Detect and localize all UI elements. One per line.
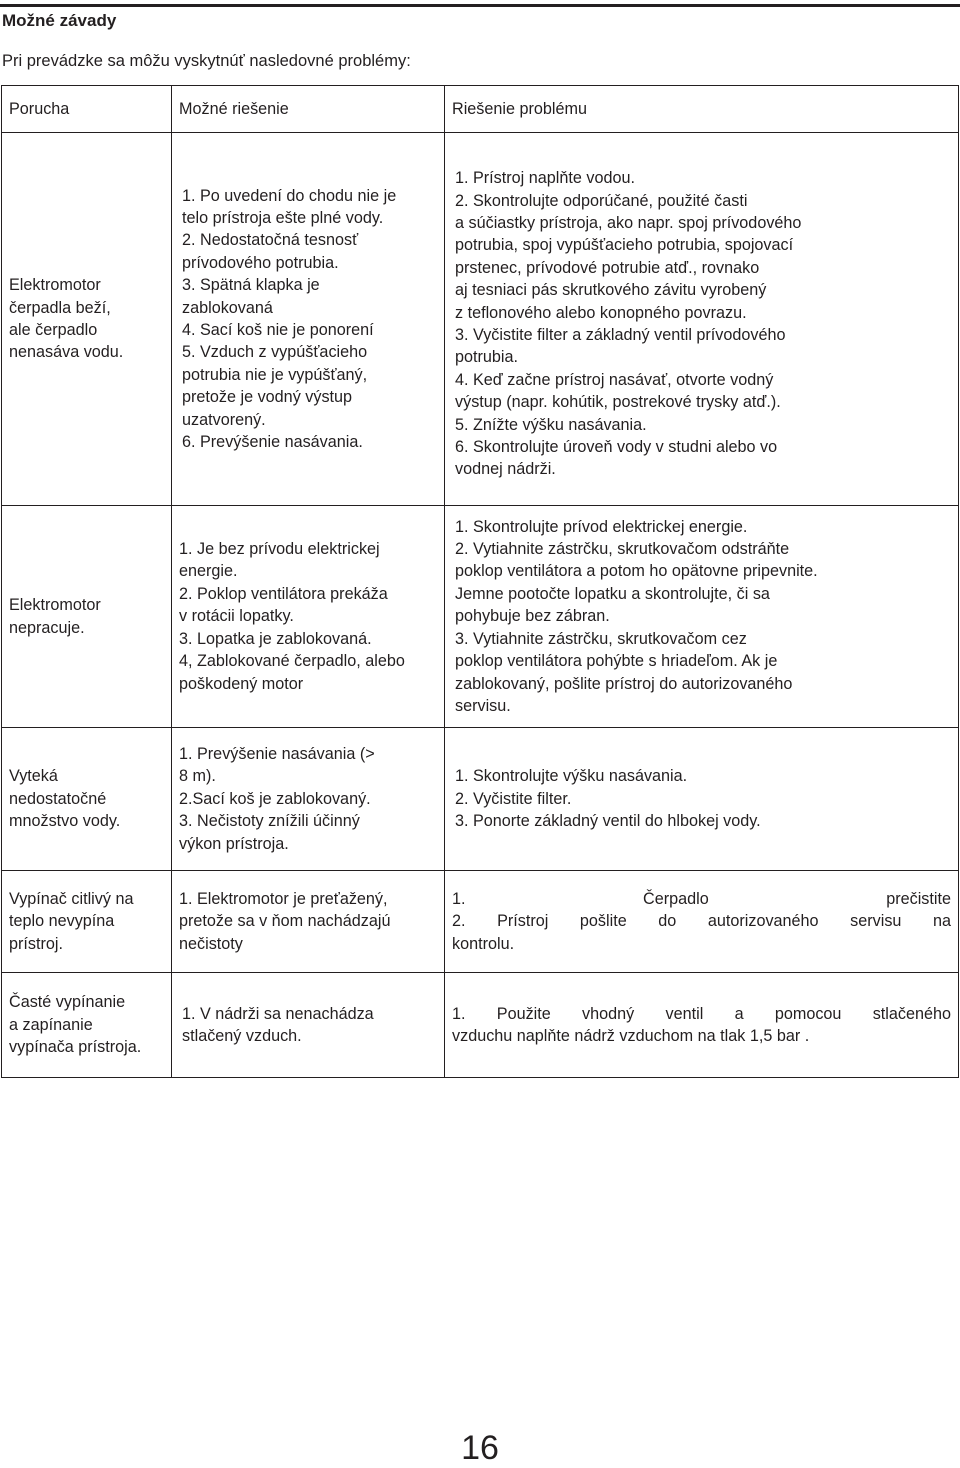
cause-line: poškodený motor xyxy=(179,674,304,693)
solution-line: prstenec, prívodové potrubie atď., rovnako xyxy=(455,258,760,277)
cause-line: 3. Lopatka je zablokovaná. xyxy=(179,629,372,648)
cause-cell xyxy=(172,133,445,506)
cause-line: v rotácii lopatky. xyxy=(179,607,294,626)
solution-line: potrubia, spoj vypúšťacieho potrubia, spojovací xyxy=(455,236,794,255)
fault-line: Elektromotor xyxy=(9,276,101,295)
solution-line: 3. Vytiahnite zástrčku, skrutkovačom cez xyxy=(455,629,747,648)
solution-line: 2. Prístroj pošlite do autorizovaného servisu na xyxy=(452,912,951,931)
cause-line: prívodového potrubia. xyxy=(182,253,339,272)
solution-line: 2. Vytiahnite zástrčku, skrutkovačom odstráňte xyxy=(455,540,790,559)
fault-cell xyxy=(2,133,172,506)
solution-line: 1. Použite vhodný ventil a pomocou stlačeného xyxy=(452,1004,951,1023)
cause-line: 3. Nečistoty znížili účinný xyxy=(179,812,360,831)
intro-text: Pri prevádzke sa môžu vyskytnúť nasledovné problémy: xyxy=(2,52,411,70)
cause-cell xyxy=(172,871,445,973)
solution-line: 1. Prístroj naplňte vodou. xyxy=(455,169,635,188)
solution-line: výstup (napr. kohútik, postrekové trysky atď.). xyxy=(455,393,781,412)
solution-line: 2. Skontrolujte odporúčané, použité časti xyxy=(455,191,748,210)
cause-line: 1. Elektromotor je preťažený, xyxy=(179,889,388,908)
solution-line: z teflonového alebo konopného povrazu. xyxy=(455,303,747,322)
fault-line: teplo nevypína xyxy=(9,912,115,931)
cause-line: energie. xyxy=(179,562,238,581)
solution-cell xyxy=(445,506,959,728)
table-row xyxy=(2,728,959,871)
cause-line: 6. Prevýšenie nasávania. xyxy=(182,433,363,452)
fault-cell xyxy=(2,506,172,728)
solution-line: aj tesniaci pás skrutkového závitu vyrobený xyxy=(455,281,767,300)
cause-line: pretože je vodný výstup xyxy=(182,388,353,407)
cause-line: 4, Zablokované čerpadlo, alebo xyxy=(179,652,405,671)
solution-line: 1. Čerpadlo prečistite xyxy=(452,889,951,908)
cause-line: potrubia nie je vypúšťaný, xyxy=(182,365,368,384)
solution-line: 1. Skontrolujte prívod elektrickej energie. xyxy=(455,517,748,536)
cause-line: stlačený vzduch. xyxy=(182,1027,302,1045)
troubleshooting-table xyxy=(1,85,959,1078)
cause-line: 4. Sací koš nie je ponorení xyxy=(182,321,374,339)
table-row xyxy=(2,973,959,1078)
cause-line: 1. Prevýšenie nasávania (> xyxy=(179,744,375,763)
solution-cell xyxy=(445,133,959,506)
fault-line: ale čerpadlo xyxy=(9,321,98,339)
fault-line: Časté vypínanie xyxy=(9,993,126,1012)
solution-line: pohybuje bez zábran. xyxy=(455,607,610,626)
table-row xyxy=(2,871,959,973)
cause-line: nečistoty xyxy=(179,934,243,953)
cause-line: 8 m). xyxy=(179,767,216,786)
fault-line: nenasáva vodu. xyxy=(9,343,124,362)
cause-line: zablokovaná xyxy=(182,298,273,317)
header-fault: Porucha xyxy=(2,86,172,133)
fault-line: Vypínač citlivý na xyxy=(9,889,134,908)
solution-line: Jemne pootočte lopatku a skontrolujte, či sa xyxy=(455,584,770,603)
solution-line: 1. Skontrolujte výšku nasávania. xyxy=(455,767,688,786)
header-solution: Riešenie problému xyxy=(445,86,959,133)
fault-line: nepracuje. xyxy=(9,618,85,637)
solution-line: 5. Znížte výšku nasávania. xyxy=(455,415,647,434)
cause-line: 2.Sací koš je zablokovaný. xyxy=(179,789,371,808)
fault-line: nedostatočné xyxy=(9,789,107,808)
fault-line: Elektromotor xyxy=(9,596,101,615)
fault-cell xyxy=(2,728,172,871)
table-header-row xyxy=(2,86,959,133)
table-row xyxy=(2,506,959,728)
fault-line: Vyteká xyxy=(9,767,58,786)
fault-cell xyxy=(2,973,172,1078)
top-rule xyxy=(0,4,960,7)
solution-cell xyxy=(445,728,959,871)
solution-line: zablokovaný, pošlite prístroj do autorizovaného xyxy=(455,674,793,693)
fault-line: množstvo vody. xyxy=(9,812,121,831)
solution-cell xyxy=(445,973,959,1078)
fault-line: prístroj. xyxy=(9,934,63,953)
solution-line: 3. Ponorte základný ventil do hlbokej vody. xyxy=(455,812,761,831)
solution-line: a súčiastky prístroja, ako napr. spoj prívodového xyxy=(455,213,802,232)
cause-line: pretože sa v ňom nachádzajú xyxy=(179,912,391,931)
header-cause: Možné riešenie xyxy=(172,86,445,133)
solution-line: poklop ventilátora pohýbte s hriadeľom. Ak je xyxy=(455,652,778,671)
cause-line: 1. V nádrži sa nenachádza xyxy=(182,1004,374,1023)
cause-cell xyxy=(172,973,445,1078)
solution-cell xyxy=(445,871,959,973)
cause-cell xyxy=(172,728,445,871)
cause-line: 2. Nedostatočná tesnosť xyxy=(182,231,359,250)
cause-line: 3. Spätná klapka je xyxy=(182,276,320,295)
cause-line: výkon prístroja. xyxy=(179,834,289,853)
solution-line: poklop ventilátora a potom ho opätovne pripevnite. xyxy=(455,562,818,581)
table-row xyxy=(2,133,959,506)
solution-line: vodnej nádrži. xyxy=(455,460,556,479)
fault-line: a zapínanie xyxy=(9,1015,93,1034)
solution-line: 2. Vyčistite filter. xyxy=(455,789,572,808)
page-number: 16 xyxy=(461,1429,499,1467)
fault-cell xyxy=(2,871,172,973)
solution-line: potrubia. xyxy=(455,348,518,367)
cause-line: telo prístroja ešte plné vody. xyxy=(182,208,384,227)
solution-line: 6. Skontrolujte úroveň vody v studni alebo vo xyxy=(455,438,778,457)
cause-line: 1. Po uvedení do chodu nie je xyxy=(182,186,397,205)
fault-line: vypínača prístroja. xyxy=(9,1038,142,1057)
section-title: Možné závady xyxy=(2,11,117,30)
cause-line: uzatvorený. xyxy=(182,410,266,429)
cause-cell xyxy=(172,506,445,728)
solution-line: 4. Keď začne prístroj nasávať, otvorte vodný xyxy=(455,370,774,389)
cause-line: 2. Poklop ventilátora prekáža xyxy=(179,584,388,603)
solution-line: servisu. xyxy=(455,696,511,715)
solution-line: kontrolu. xyxy=(452,934,515,953)
fault-line: čerpadla beží, xyxy=(9,298,111,317)
solution-line: vzduchu naplňte nádrž vzduchom na tlak 1,5 bar . xyxy=(452,1027,810,1045)
cause-line: 1. Je bez prívodu elektrickej xyxy=(179,540,380,559)
solution-line: 3. Vyčistite filter a základný ventil prívodového xyxy=(455,326,786,344)
cause-line: 5. Vzduch z vypúšťacieho xyxy=(182,343,368,362)
